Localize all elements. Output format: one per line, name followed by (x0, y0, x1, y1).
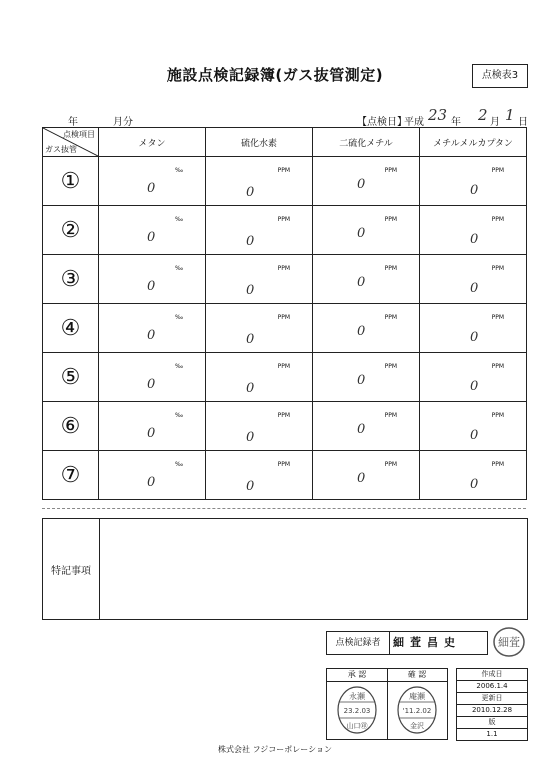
measurement-value: 0 (470, 477, 479, 492)
special-notes-box (42, 518, 528, 620)
updated-date: 2010.12.28 (457, 705, 527, 717)
measurement-value: 0 (246, 185, 255, 200)
year-suffix: 年 (451, 117, 461, 128)
approval-stamp (336, 685, 378, 735)
unit-label: ‰ (174, 265, 183, 272)
measurement-cell (313, 353, 420, 402)
measurement-value: 0 (246, 332, 255, 347)
measurement-value: 0 (470, 183, 479, 198)
year-value: 23 (428, 106, 448, 124)
unit-label: PPM (384, 363, 397, 370)
measurement-value: 0 (357, 373, 366, 388)
measurement-cell (420, 353, 527, 402)
unit-label: PPM (384, 412, 397, 419)
column-header: 二硫化メチル (313, 128, 420, 157)
measurement-value: 0 (470, 428, 479, 443)
month-label: 月分 (113, 117, 133, 128)
gas-measurement-table (42, 127, 527, 500)
confirm-label: 確 認 (387, 669, 447, 682)
page-title: 施設点検記録簿(ガス抜管測定) (166, 66, 384, 84)
measurement-cell (313, 451, 420, 500)
measurement-cell (99, 255, 206, 304)
measurement-value: 0 (246, 479, 255, 494)
recorder-name: 細萓昌史 (393, 636, 461, 649)
measurement-value: 0 (357, 177, 366, 192)
created-label: 作成日 (457, 669, 527, 681)
measurement-cell (206, 402, 313, 451)
measurement-value: 0 (246, 234, 255, 249)
measurement-value: 0 (147, 475, 156, 490)
document-info-box (456, 668, 528, 741)
day-suffix: 日 (518, 117, 528, 128)
measurement-cell (99, 451, 206, 500)
table-header-row (43, 128, 527, 157)
row-label: ⑥ (43, 402, 99, 451)
corner-top-label: 点検項目 (63, 130, 95, 139)
unit-label: PPM (491, 216, 504, 223)
stamp1-date: 23.2.03 (343, 707, 371, 715)
unit-label: PPM (491, 363, 504, 370)
unit-label: PPM (277, 412, 290, 419)
version-value: 1.1 (486, 730, 498, 738)
measurement-cell (313, 206, 420, 255)
measurement-cell (99, 304, 206, 353)
column-header: メチルメルカプタン (420, 128, 527, 157)
unit-label: PPM (277, 167, 290, 174)
measurement-value: 0 (147, 328, 156, 343)
measurement-cell (420, 206, 527, 255)
measurement-value: 0 (357, 471, 366, 486)
year-label: 年 (68, 117, 78, 128)
measurement-cell (313, 304, 420, 353)
measurement-cell (206, 157, 313, 206)
table-row (43, 157, 527, 206)
table-corner-cell (43, 128, 99, 157)
unit-label: PPM (384, 216, 397, 223)
row-label: ⑦ (43, 451, 99, 500)
created-date: 2006.1.4 (457, 681, 527, 693)
row-label: ③ (43, 255, 99, 304)
approval-box (326, 668, 448, 740)
measurement-cell (99, 353, 206, 402)
unit-label: PPM (491, 314, 504, 321)
month-suffix: 月 (490, 117, 500, 128)
measurement-cell (99, 157, 206, 206)
unit-label: PPM (491, 167, 504, 174)
unit-label: PPM (491, 265, 504, 272)
measurement-value: 0 (246, 283, 255, 298)
measurement-cell (206, 255, 313, 304)
unit-label: ‰ (174, 314, 183, 321)
version-label: 版 (457, 717, 527, 729)
measurement-cell (313, 157, 420, 206)
measurement-value: 0 (147, 181, 156, 196)
recorder-seal-stamp (492, 626, 526, 658)
unit-label: PPM (277, 461, 290, 468)
measurement-cell (206, 206, 313, 255)
measurement-cell (313, 402, 420, 451)
measurement-cell (420, 255, 527, 304)
unit-label: PPM (384, 461, 397, 468)
unit-label: ‰ (174, 461, 183, 468)
measurement-cell (313, 255, 420, 304)
unit-label: PPM (384, 167, 397, 174)
unit-label: ‰ (174, 216, 183, 223)
era-label: 平成 (404, 117, 424, 128)
unit-label: PPM (277, 216, 290, 223)
unit-label: PPM (384, 314, 397, 321)
row-label: ④ (43, 304, 99, 353)
table-row (43, 451, 527, 500)
measurement-cell (99, 206, 206, 255)
measurement-value: 0 (470, 232, 479, 247)
measurement-cell (206, 353, 313, 402)
measurement-value: 0 (147, 426, 156, 441)
table-row (43, 255, 527, 304)
month-value: 2 (478, 106, 488, 124)
measurement-value: 0 (246, 381, 255, 396)
unit-label: ‰ (174, 363, 183, 370)
measurement-value: 0 (147, 230, 156, 245)
separator-line (42, 508, 526, 509)
measurement-cell (206, 304, 313, 353)
table-row (43, 206, 527, 255)
measurement-cell (420, 402, 527, 451)
unit-label: ‰ (174, 412, 183, 419)
row-label: ⑤ (43, 353, 99, 402)
updated-label: 更新日 (457, 693, 527, 705)
row-label: ① (43, 157, 99, 206)
measurement-value: 0 (470, 330, 479, 345)
seal-text: 細萓 (498, 636, 520, 649)
company-name: 株式会社 フジコーポレーション (218, 745, 332, 754)
unit-label: ‰ (174, 167, 183, 174)
unit-label: PPM (491, 412, 504, 419)
recorder-label: 点検記録者 (327, 632, 390, 654)
stamp2-bottom: 金沢 (410, 722, 424, 730)
measurement-cell (206, 451, 313, 500)
measurement-cell (420, 304, 527, 353)
unit-label: PPM (277, 314, 290, 321)
inspection-date-label: 【点検日】 (357, 117, 407, 128)
table-row (43, 402, 527, 451)
day-value: 1 (505, 106, 515, 124)
table-row (43, 304, 527, 353)
stamp2-date: '11.2.02 (402, 707, 432, 715)
measurement-value: 0 (147, 377, 156, 392)
row-label: ② (43, 206, 99, 255)
column-header: メタン (99, 128, 206, 157)
unit-label: PPM (277, 265, 290, 272)
unit-label: PPM (277, 363, 290, 370)
measurement-cell (420, 451, 527, 500)
stamp1-top: 永瀬 (349, 692, 365, 701)
stamp2-top: 庵瀬 (409, 692, 425, 701)
measurement-cell (99, 402, 206, 451)
measurement-value: 0 (357, 226, 366, 241)
confirmation-stamp (396, 685, 438, 735)
corner-bottom-label: ガス抜管 (45, 145, 77, 154)
table-row (43, 353, 527, 402)
unit-label: PPM (384, 265, 397, 272)
column-header: 硫化水素 (206, 128, 313, 157)
recorder-box (326, 631, 488, 655)
measurement-value: 0 (357, 324, 366, 339)
measurement-value: 0 (357, 422, 366, 437)
approve-label: 承 認 (327, 669, 388, 682)
unit-label: PPM (491, 461, 504, 468)
measurement-cell (420, 157, 527, 206)
measurement-value: 0 (147, 279, 156, 294)
measurement-value: 0 (357, 275, 366, 290)
form-id-box: 点検表3 (472, 64, 528, 88)
approval-divider (387, 669, 388, 739)
special-notes-label: 特記事項 (43, 519, 100, 619)
measurement-value: 0 (246, 430, 255, 445)
measurement-value: 0 (470, 379, 479, 394)
measurement-value: 0 (470, 281, 479, 296)
stamp1-bottom: 山口㊞ (346, 722, 368, 730)
